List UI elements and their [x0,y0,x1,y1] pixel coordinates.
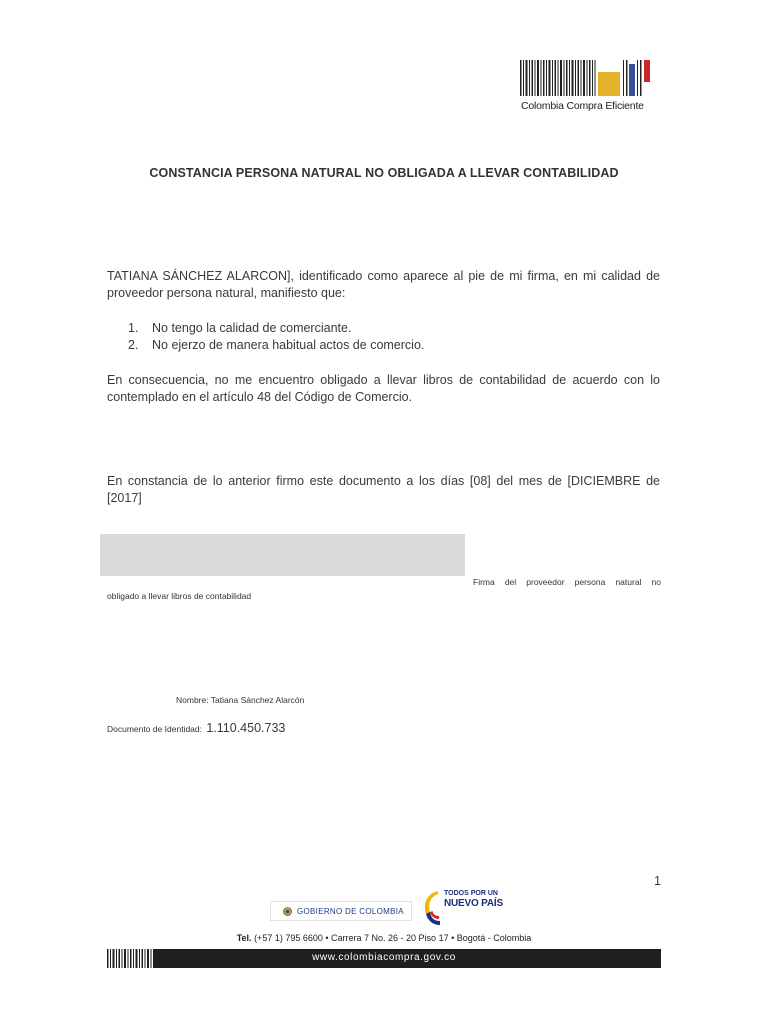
nuevo-pais-logo [420,888,504,928]
contact-info: (+57 1) 795 6600 • Carrera 7 No. 26 - 20 Piso 17 • Bogotá - Colombia [254,933,532,943]
gobierno-de-colombia-logo [270,901,412,921]
footer-bar [107,949,661,968]
list-item [128,320,424,337]
website-url[interactable]: www.colombiacompra.gov.co [312,952,456,963]
id-label: Documento de Identidad: [107,724,202,734]
id-line [107,721,285,735]
list-item-text: No tengo la calidad de comerciante. [152,321,352,335]
np-logo-line2: NUEVO PAÍS [444,898,503,909]
declarations-list [128,320,424,354]
tel-label: Tel. [236,933,252,943]
id-value: 1.110.450.733 [206,721,286,735]
nuevo-pais-mark-icon [420,888,442,928]
list-item [128,337,424,354]
list-item-text: No ejerzo de manera habitual actos de comercio. [152,338,425,352]
logo-text: Colombia Compra Eficiente [521,100,644,112]
list-item-number: 1. [128,321,139,335]
coat-of-arms-icon [283,907,292,916]
np-logo-line1: TODOS POR UN [444,890,498,897]
signer-name: Nombre: Tatiana Sánchez Alarcón [176,695,305,705]
page-number: 1 [654,874,661,888]
gov-logo-text: GOBIERNO DE COLOMBIA [297,907,404,916]
conclusion-paragraph: En consecuencia, no me encuentro obligado a llevar libros de contabilidad de acuerdo con lo contemplado en el artículo 48 del Código de Comercio. [107,373,660,404]
list-item-number: 2. [128,338,139,352]
intro-paragraph: TATIANA SÁNCHEZ ALARCON], identificado como aparece al pie de mi firma, en mi calidad de proveedor persona natural, manifiesto que: [107,269,660,300]
contact-line [0,933,768,943]
signature-caption-line2: obligado a llevar libros de contabilidad [107,591,252,601]
closing-paragraph: En constancia de lo anterior firmo este documento a los días [08] del mes de [DICIEMBRE de [2017] [107,474,660,505]
signature-box [100,534,465,576]
signature-caption-line1: Firma del proveedor persona natural no [473,577,661,587]
barcode-logo-icon [520,60,658,96]
document-title: CONSTANCIA PERSONA NATURAL NO OBLIGADA A LLEVAR CONTABILIDAD [149,166,619,180]
colombia-compra-logo [518,60,660,116]
